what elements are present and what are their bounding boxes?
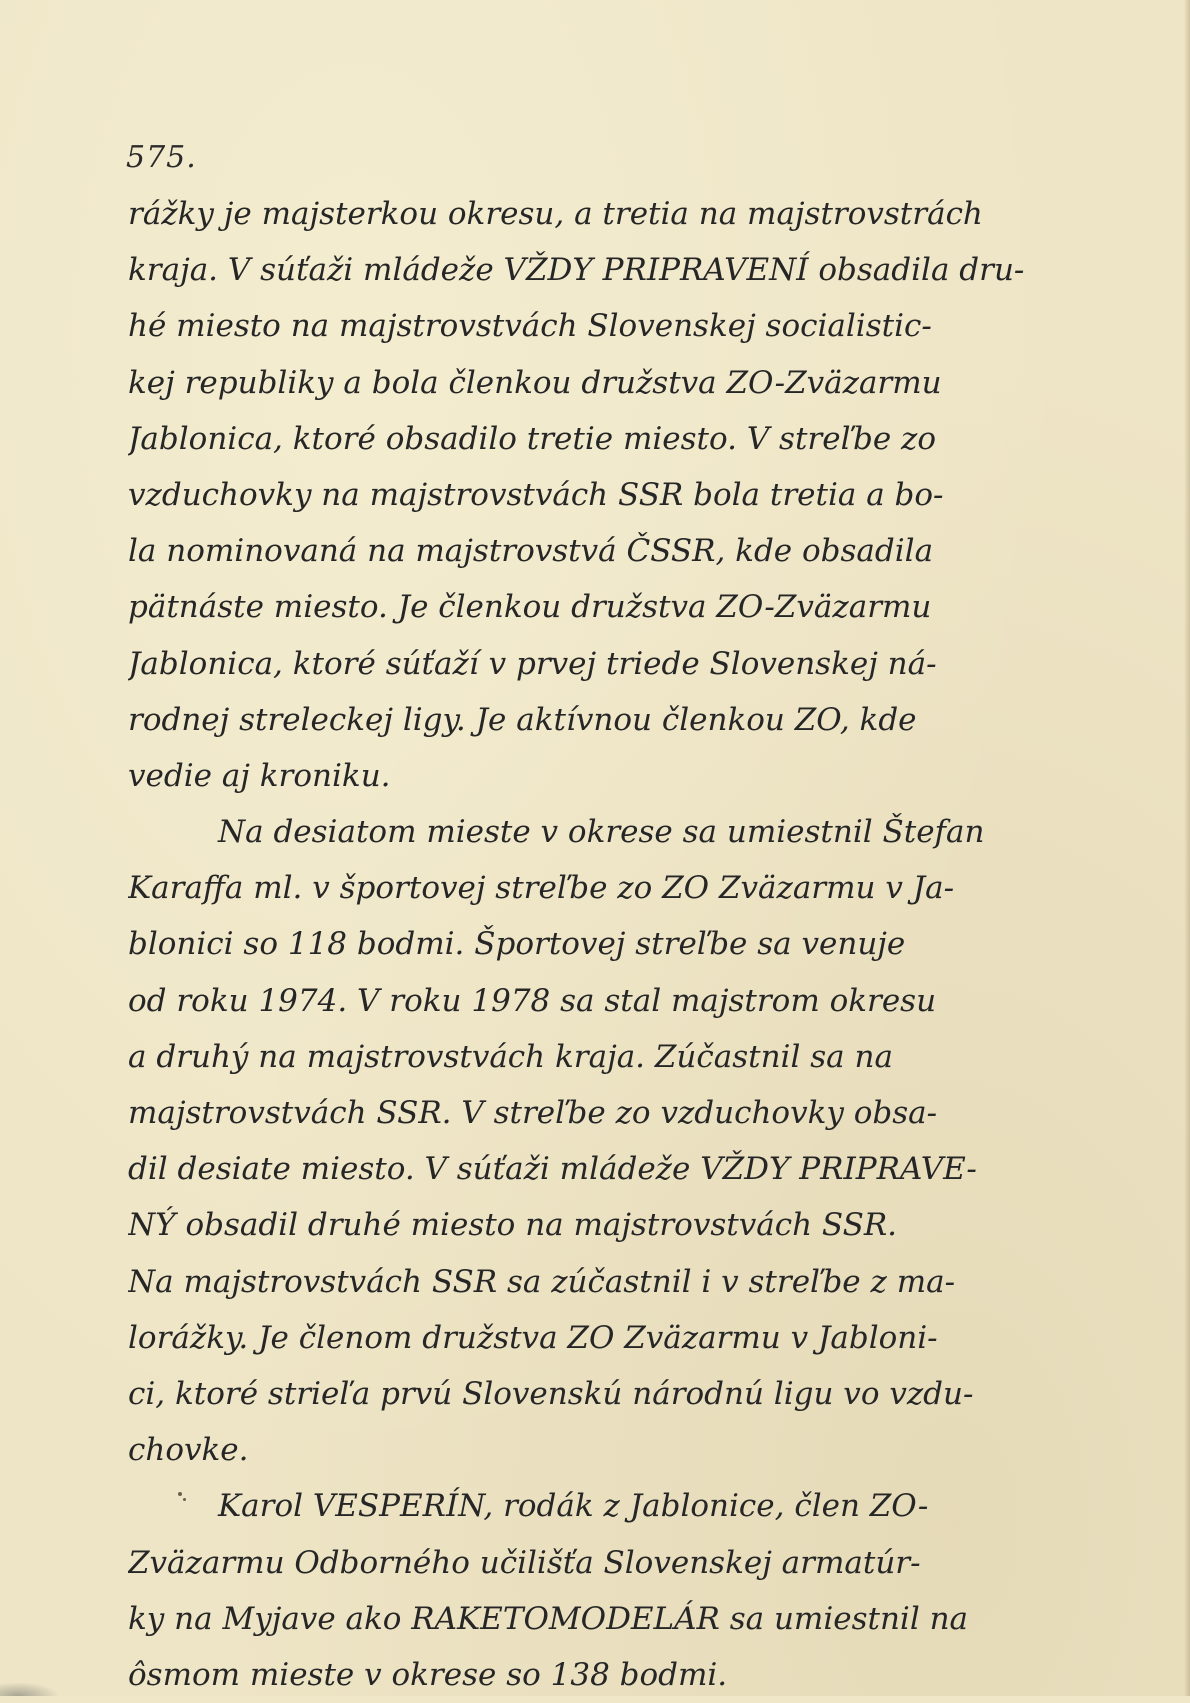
text-line: NÝ obsadil druhé miesto na majstrovstvách SSR. <box>128 1207 898 1244</box>
page-edge-shadow <box>1184 0 1190 1696</box>
text-line: rážky je majsterkou okresu, a tretia na majstrovstrách <box>128 196 983 232</box>
text-line: ky na Myjave ako RAKETOMODELÁR sa umiestnil na <box>128 1600 969 1637</box>
text-line: Zväzarmu Odborného učilišťa Slovenskej armatúr- <box>128 1544 921 1581</box>
text-line: dil desiate miesto. V súťaži mládeže VŽDY PRIPRAVE- <box>128 1151 977 1188</box>
text-line: ôsmom mieste v okrese so 138 bodmi. <box>128 1656 728 1693</box>
text-line: vedie aj kroniku. <box>128 757 391 794</box>
text-line: kraja. V súťaži mládeže VŽDY PRIPRAVENÍ obsadila dru- <box>128 252 1025 289</box>
text-line: hé miesto na majstrovstvách Slovenskej socialistic- <box>128 308 932 345</box>
text-line: a druhý na majstrovstvách kraja. Zúčastnil sa na <box>128 1038 893 1075</box>
text-line: vzduchovky na majstrovstvách SSR bola tretia a bo- <box>128 476 944 513</box>
text-line: Na desiatom mieste v okrese sa umiestnil Štefan <box>218 814 985 851</box>
paper-stain <box>0 1682 60 1696</box>
text-line: blonici so 118 bodmi. Športovej streľbe sa venuje <box>128 926 906 963</box>
page-number: 575. <box>126 140 197 175</box>
handwritten-text <box>128 186 1108 1703</box>
text-line: od roku 1974. V roku 1978 sa stal majstrom okresu <box>128 982 937 1019</box>
text-line: Karol VESPERÍN, rodák z Jablonice, člen ZO- <box>218 1488 929 1525</box>
text-line: majstrovstvách SSR. V streľbe zo vzduchovky obsa- <box>128 1095 938 1131</box>
text-line: Na majstrovstvách SSR sa zúčastnil i v streľbe z ma- <box>128 1263 956 1300</box>
text-line: pätnáste miesto. Je členkou družstva ZO-Zväzarmu <box>128 589 932 626</box>
ink-speck <box>183 1498 186 1501</box>
text-line: Karaffa ml. v športovej streľbe zo ZO Zväzarmu v Ja- <box>128 870 955 907</box>
text-line: Jablonica, ktoré obsadilo tretie miesto. V streľbe zo <box>128 420 937 457</box>
text-line: lorážky. Je členom družstva ZO Zväzarmu v Jabloni- <box>128 1319 938 1356</box>
text-line: Jablonica, ktoré súťaží v prvej triede Slovenskej ná- <box>128 645 937 682</box>
text-line: rodnej streleckej ligy. Je aktívnou členkou ZO, kde <box>128 701 917 738</box>
text-line: kej republiky a bola členkou družstva ZO-Zväzarmu <box>128 364 942 401</box>
text-line: ci, ktoré strieľa prvú Slovenskú národnú ligu vo vzdu- <box>128 1375 974 1412</box>
text-line: chovke. <box>128 1432 249 1469</box>
ink-speck <box>178 1492 182 1496</box>
text-line: la nominovaná na majstrovstvá ČSSR, kde obsadila <box>128 533 934 570</box>
